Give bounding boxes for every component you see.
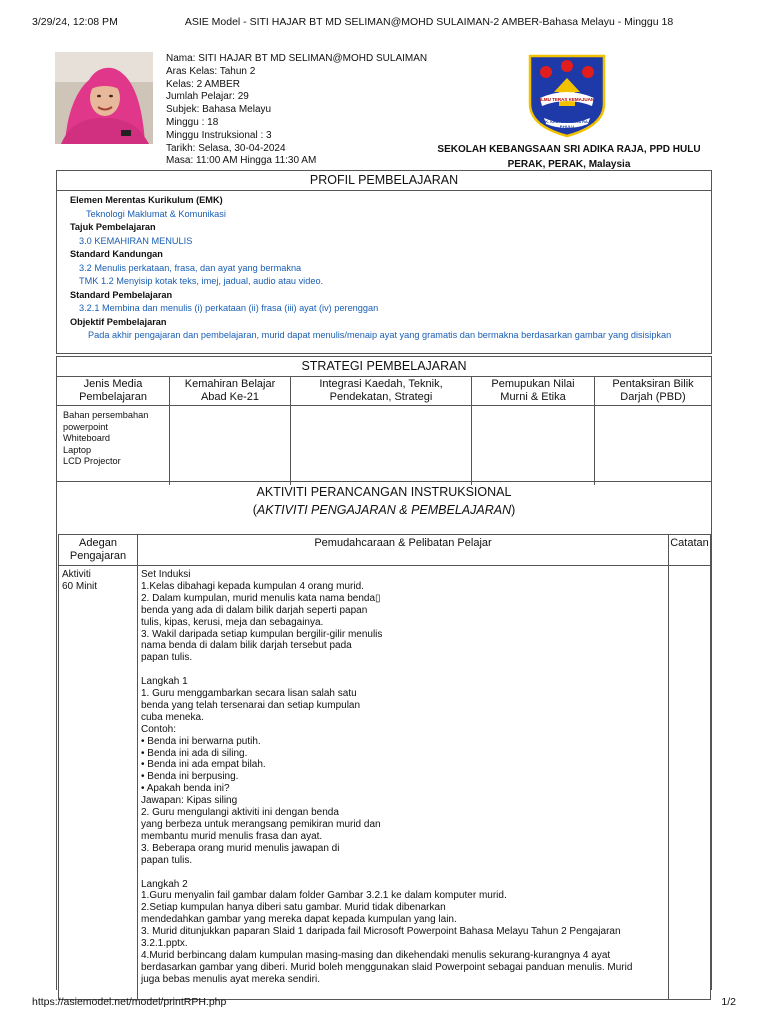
activity-line: papan tulis. [141,652,193,664]
media-item: powerpoint [63,421,108,432]
activity-line: • Benda ini ada empat bilah. [141,759,266,771]
activity-line: 3. Murid ditunjukkan paparan Slaid 1 daripada fail Microsoft Powerpoint Bahasa Melayu Tahun 2 Pengajaran [141,926,621,938]
media-item: Bahan persembahan [63,410,149,420]
activity-line: berdasarkan gambar yang diberi. Murid boleh menggunakan slaid Powerpoint sebagai panduan menulis. Murid [141,961,633,973]
activity-line: 2. Dalam kumpulan, murid menulis kata nama benda▯ [141,592,381,604]
col-adegan: Adegan Pengajaran [59,535,138,566]
activity-line: benda yang ada di dalam bilik darjah seperti papan [141,604,368,616]
info-time: Masa: 11:00 AM Hingga 11:30 AM [166,155,317,167]
activity-line: cuba meneka. [141,711,204,723]
info-students: Jumlah Pelajar: 29 [166,91,249,103]
print-page-number: 1/2 [721,996,736,1008]
strategi-table [57,377,711,485]
catatan-cell [669,566,711,1000]
activity-line: • Apakah benda ini? [141,783,230,795]
info-instr-week: Minggu Instruksional : 3 [166,129,272,141]
activity-line: 3. Beberapa orang murid menulis jawapan di [141,842,340,854]
col-integrasi: Integrasi Kaedah, Teknik, Pendekatan, Strategi [291,377,472,406]
logo-motto: ILMU TERAS KEMAJUAN [539,97,595,102]
activity-line: • Benda ini berwarna putih. [141,735,261,747]
strategi-section [56,356,712,482]
school-name [428,142,710,172]
print-header [32,16,736,30]
activity-line: 1. Guru menggambarkan secara lisan salah satu [141,688,357,700]
info-subject: Subjek: Bahasa Melayu [166,104,272,116]
media-item: Whiteboard [63,433,110,444]
sk-label: Standard Kandungan [70,249,163,259]
col-kemahiran: Kemahiran Belajar Abad Ke-21 [170,377,291,406]
activity-line: Jawapan: Kipas siling [141,795,238,807]
activity-line [141,867,668,879]
activity-line: mendedahkan gambar yang mereka dapat kepada kumpulan yang lain. [141,914,457,926]
activity-line: membantu murid menulis frasa dan ayat. [141,830,323,842]
adegan-line: 60 Minit [62,580,98,592]
media-list [57,406,170,486]
activity-line: juga bebas menulis ayat mereka sendiri. [141,973,320,985]
profil-heading: PROFIL PEMBELAJARAN [57,171,711,191]
logo-school-name: SEK. KEB. SRI ADIKA RAJA, P.HULU [539,119,595,129]
activity-line: Langkah 1 [141,676,188,688]
activity-line: 2.Setiap kumpulan hanya diberi satu gambar. Murid tidak dibenarkan [141,902,446,914]
col-pbd: Pentaksiran Bilik Darjah (PBD) [595,377,712,406]
strategi-heading: STRATEGI PEMBELAJARAN [57,357,711,377]
activity-line: 3. Wakil daripada setiap kumpulan bergilir-gilir menulis [141,628,383,640]
print-date: 3/29/24, 12:08 PM [32,16,118,28]
aktiviti-heading [57,482,711,519]
print-url: https://asiemodel.net/model/printRPH.php [32,996,227,1008]
obj-label: Objektif Pembelajaran [70,316,167,327]
activity-line: 1.Kelas dibahagi kepada kumpulan 4 orang murid. [141,580,364,592]
sk-value-2: TMK 1.2 Menyisip kotak teks, imej, jadual, audio atau video. [79,276,324,286]
school-line-1: SEKOLAH KEBANGSAAN SRI ADIKA RAJA, PPD HULU [437,144,701,155]
profil-section [56,170,712,354]
media-item: LCD Projector [63,456,121,467]
activity-line: • Benda ini ada di siling. [141,747,248,759]
col-nilai: Pemupukan Nilai Murni & Etika [472,377,595,406]
info-date: Tarikh: Selasa, 30-04-2024 [166,142,286,154]
info-class: Kelas: 2 AMBER [166,78,240,90]
tajuk-value: 3.0 KEMAHIRAN MENULIS [79,235,193,246]
kemahiran-cell [170,406,291,486]
integrasi-cell [291,406,472,486]
info-week: Minggu : 18 [166,116,219,128]
col-media: Jenis Media Pembelajaran [57,377,170,406]
aktiviti-heading-2: (AKTIVITI PENGAJARAN & PEMBELAJARAN) [252,503,516,517]
activity-line: yang berbeza untuk merangsang pemikiran murid dan [141,819,381,831]
print-title: ASIE Model - SITI HAJAR BT MD SELIMAN@MOHD SULAIMAN-2 AMBER-Bahasa Melayu - Minggu 18 [184,16,674,28]
sk-value-1: 3.2 Menulis perkataan, frasa, dan ayat yang bermakna [79,262,302,273]
adegan-cell [59,566,138,1000]
sp-label: Standard Pembelajaran [70,289,173,300]
activity-line: • Benda ini berpusing. [141,771,239,783]
emk-label: Elemen Merentas Kurikulum (EMK) [70,195,223,205]
aktiviti-section [56,482,712,990]
activity-line: Contoh: [141,723,177,735]
obj-value: Pada akhir pengajaran dan pembelajaran, murid dapat menulis/menaip ayat yang gramatis dan bermakna berdasarkan gambar yang disisipkan [88,330,672,340]
activity-line [141,664,668,676]
activity-line: 2. Guru mengulangi aktiviti ini dengan benda [141,807,339,819]
col-catatan: Catatan [669,535,711,566]
sp-value: 3.2.1 Membina dan menulis (i) perkataan (ii) frasa (iii) ayat (iv) perenggan [79,303,379,313]
media-item: Laptop [63,444,92,455]
activity-line: Set Induksi [141,569,191,580]
activity-line: papan tulis. [141,854,193,866]
activity-line: benda yang telah tersenarai dan setiap kumpulan [141,699,361,711]
activity-line: 3.2.1.pptx. [141,938,188,950]
aktiviti-table [58,534,711,1000]
col-pemudahcaraan: Pemudahcaraan & Pelibatan Pelajar [138,535,669,566]
info-name: Nama: SITI HAJAR BT MD SELIMAN@MOHD SULAIMAN [166,53,428,64]
pbd-cell [595,406,712,486]
school-line-2: PERAK, PERAK, Malaysia [507,159,631,170]
activity-line: tulis, kipas, kerusi, meja dan sebagainya. [141,616,324,628]
activity-line: nama benda di dalam bilik darjah tersebut pada [141,640,352,652]
adegan-line: Aktiviti [62,569,91,580]
teacher-info [166,53,427,168]
emk-value: Teknologi Maklumat & Komunikasi [86,208,226,219]
activity-line: 1.Guru menyalin fail gambar dalam folder Gambar 3.2.1 ke dalam komputer murid. [141,890,507,902]
pemudahcaraan-cell [138,566,669,1000]
teacher-photo [55,52,153,144]
info-level: Aras Kelas: Tahun 2 [166,65,256,77]
activity-line: 4.Murid berbincang dalam kumpulan masing-masing dan dikehendaki menulis sekurang-kurangnya 4 ayat [141,949,611,961]
nilai-cell [472,406,595,486]
activity-line: Langkah 2 [141,878,188,890]
tajuk-label: Tajuk Pembelajaran [70,222,156,232]
aktiviti-heading-1: AKTIVITI PERANCANGAN INSTRUKSIONAL [256,485,512,499]
